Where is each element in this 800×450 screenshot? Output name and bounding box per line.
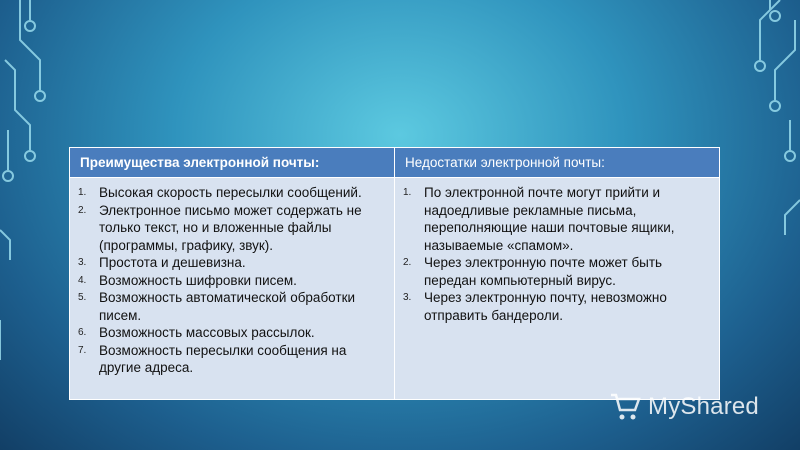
list-item: 4. Возможность шифровки писем. [78,272,297,288]
list-item: 7. Возможность пересылки сообщения на другие адреса. [78,342,347,375]
list-item: 6. Возможность массовых рассылок. [78,325,315,340]
list-item: 5. Возможность автоматической обработки писем. [78,290,356,323]
comparison-table [69,147,720,400]
advantages-list [76,184,388,377]
myshared-logo-icon [608,392,642,422]
advantages-cell [70,178,395,400]
list-item: 1. Высокая скорость пересылки сообщений. [78,185,362,200]
list-item: 2. Через электронную почте может быть передан компьютерный вирус. [403,255,663,288]
watermark-text: MyShared [648,393,759,420]
header-advantages: Преимущества электронной почты: [70,148,395,178]
disadvantages-list [401,184,713,324]
list-item: 1. По электронной почте могут прийти и надоедливые рекламные письма, переполняющие наши почтовые ящики, называемые «спамом». [403,185,675,253]
list-item: 3. Простота и дешевизна. [78,255,246,270]
list-item: 2. Электронное письмо может содержать не только текст, но и вложенные файлы (программы, графику, звук). [78,202,362,253]
disadvantages-cell [395,178,720,400]
list-item: 3. Через электронную почту, невозможно отправить бандероли. [403,290,667,323]
myshared-watermark[interactable] [608,390,783,424]
header-disadvantages: Недостатки электронной почты: [395,148,720,178]
